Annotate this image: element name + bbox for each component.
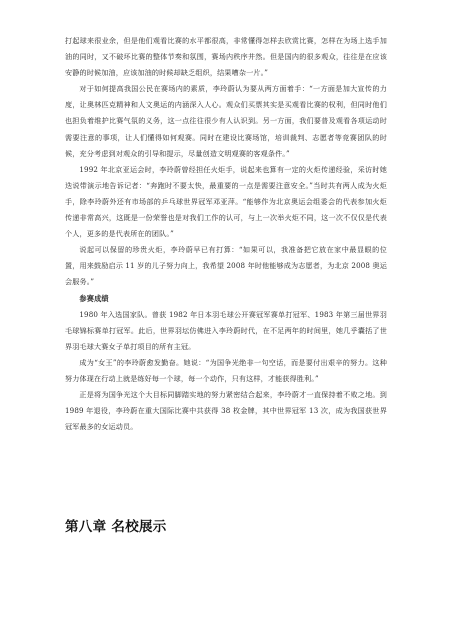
paragraph-1: 打起球来很业余，但是他们观看比赛的水平都很高，非常懂得怎样去欣赏比赛，怎样在为场上选手加油的同时，又不破坏比赛的整体节奏和氛围，赛场内秩序井然。但是国内的很多观众，往往是在应该安静的时候加油，应该加油的时候却缺乏组织，结果嘈杂一片。” bbox=[65, 36, 387, 78]
paragraph-2: 对于如何提高我国公民在赛场内的素质，李玲蔚认为要从两方面着手：“一方面是加大宣传的力度，让奥林匹克精神和人文奥运的内涵深入人心。观众们买票其实是买观看比赛的权利，但同时他们也担负着维护比赛气氛的义务，这一点往往很少有人认识到。另一方面，我们要普及观看各项运动时需要注意的事项，让人们懂得如何观赛。同时在建设比赛场馆，培训裁判、志愿者等竞赛团队的时候，充分考虑到对观众的引导和提示，尽量创造文明观赛的客观条件。” bbox=[65, 84, 387, 158]
achievement-paragraph-3: 正是将为国争光这个大目标同脚踏实地的努力紧密结合起来，李玲蔚才一直保持着不败之地。到 1989 年退役，李玲蔚在重大国际比赛中共获得 38 枚金牌，其中世界冠军 13 次，成为我国获世界冠军最多的女运动员。 bbox=[65, 390, 387, 432]
achievement-paragraph-1: 1980 年入选国家队。曾获 1982 年日本羽毛球公开赛冠军赛单打冠军、1983 年第三届世界羽毛球锦标赛单打冠军。此后，世界羽坛仿佛进入李玲蔚时代，在不足两年的时间里，她几乎囊括了世界羽毛球大赛女子单打项目的所有主冠。 bbox=[65, 309, 387, 351]
achievement-paragraph-2: 成为“女王”的李玲蔚愈发勤奋。她说：“为国争光绝非一句空话，而是要付出艰辛的努力。这种努力体现在行动上就是练好每一个球，每一个动作，只有这样，才能获得胜利。” bbox=[65, 357, 387, 383]
paragraph-3: 1992 年北京亚运会时，李玲蔚曾经担任火炬手，说起来也算有一定的火炬传递经验，采访时她迭说带演示地告诉记者：“奔跑时不要太快，最重要的一点是需要注意安全。”当时共有两人成为火炬手，除李玲蔚外还有市场部的乒乓球世界冠军邓亚萍。“能够作为北京奥运会组委会的代表参加火炬传递非常高兴，这既是一份荣誉也是对我们工作的认可，与上一次举火炬不同，这一次不仅仅是代表个人，更多的是代表所在的团队。” bbox=[65, 164, 387, 239]
section-heading: 参赛成绩 bbox=[79, 293, 109, 303]
paragraph-4: 说起可以保留的珍贵火炬，李玲蔚早已有打算：“如果可以，我准备把它放在家中最显眼的位置，用来鼓励启示 11 岁的儿子努力向上，我希望 2008 年时他能够成为志愿者，为北京 2008 奥运会服务。” bbox=[65, 245, 387, 287]
chapter-title: 第八章 名校展示 bbox=[65, 519, 167, 535]
article-body bbox=[65, 33, 387, 435]
